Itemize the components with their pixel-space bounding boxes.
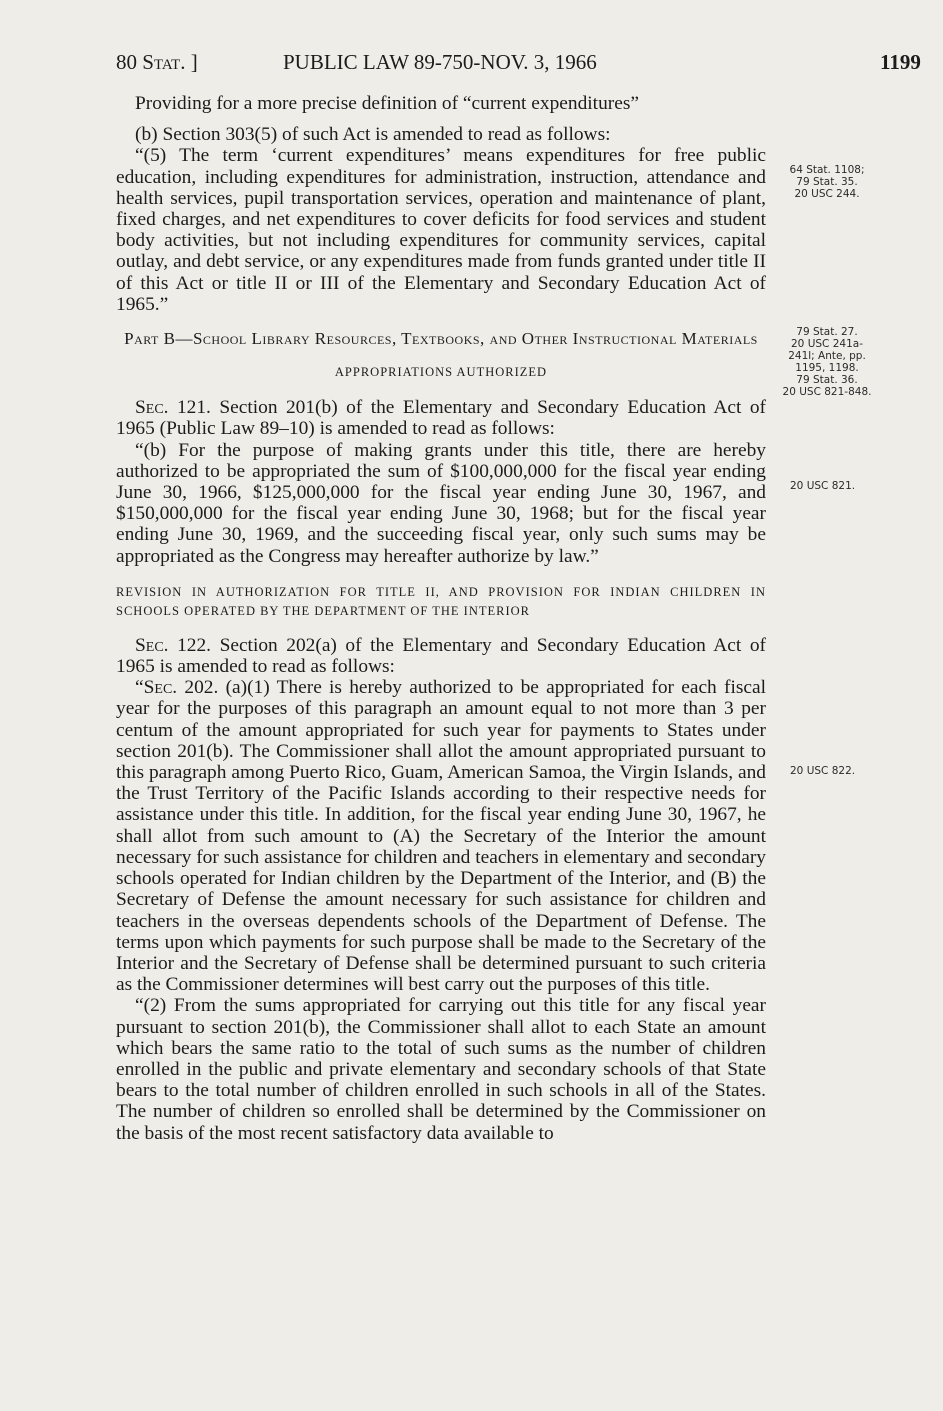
section-text: Section 202(a) of the Elementary and Secondary Education Act of 1965 is amended to read as follows: <box>116 634 766 678</box>
paragraph: (b) Section 303(5) of such Act is amended to read as follows: <box>135 124 611 146</box>
running-header <box>0 50 943 80</box>
margin-note <box>790 765 943 777</box>
page-number: 1199 <box>880 50 921 74</box>
section-label: Sec. 122. <box>135 634 212 656</box>
section-paragraph <box>116 635 766 677</box>
section-text: (a)(1) There is hereby authorized to be appropriated for each fiscal year for the purposes of this paragraph an amount equal to not more than 3 per centum of the amount appropriated for such year for payments to States under section 201(b). The Commissioner shall allot the amount appropriated pursuant to this paragraph among Puerto Rico, Guam, American Samoa, the Virgin Islands, and the Trust Territory of the Pacific Islands according to their respective needs for assistance under this title. In addition, for the fiscal year ending June 30, 1967, he shall allot from such amount to (A) the Secretary of the Interior the amount necessary for such assistance for children and teachers in elementary and secondary schools operated for Indian children by the Department of the Interior, and (B) the Secretary of Defense the amount necessary for such assistance for children and teachers in the overseas dependents schools of the Department of Defense. The terms upon which payments for such purpose shall be made to the Secretary of the Interior and the Secretary of Defense shall be determined pursuant to such criteria as the Commissioner determines will best carry out the purposes of this title. <box>116 677 766 996</box>
margin-note-line: 79 Stat. 27. <box>796 326 858 338</box>
section-text: Section 201(b) of the Elementary and Secondary Education Act of 1965 (Public Law 89–10) is amended to read as follows: <box>116 397 766 440</box>
paragraph: “(5) The term ‘current expenditures’ means expenditures for free public education, including expenditures for administration, instruction, attendance and health services, pupil transportation services, operation and maintenance of plant, fixed charges, and net expenditures to cover deficits for food services and student body activities, but not including expenditures for community services, capital outlay, and debt service, or any expenditures made from funds granted under title II of this Act or title II or III of the Elementary and Secondary Education Act of 1965.” <box>116 145 766 315</box>
paragraph: “(b) For the purpose of making grants under this title, there are hereby authorized to be appropriated the sum of $100,000,000 for the fiscal year ending June 30, 1966, $125,000,000 for the fiscal year ending June 30, 1967, and $150,000,000 for the fiscal year ending June 30, 1968; but for the fiscal year ending June 30, 1969, and the succeeding fiscal year, only such sums may be appropriated as the Congress may hereafter authorize by law.” <box>116 439 766 567</box>
margin-note-line: 20 USC 241a- <box>791 338 863 350</box>
margin-note-line: 20 USC 244. <box>794 188 860 200</box>
statute-reference: 80 Stat. ] <box>116 50 198 74</box>
margin-note-line: 79 Stat. 36. <box>796 374 858 386</box>
margin-note-line: 79 Stat. 35. <box>796 176 858 188</box>
margin-note <box>772 326 882 398</box>
margin-note-line: 20 USC 822. <box>790 765 856 777</box>
margin-note-line: 1195, 1198. <box>795 362 859 374</box>
paragraph: “(2) From the sums appropriated for carrying out this title for any fiscal year pursuant to section 201(b), the Commissioner shall allot to each State an amount which bears the same ratio to the total of such sums as the number of children enrolled in the public and private elementary and secondary schools of that State bears to the total number of children enrolled in such schools in all of the States. The number of children so enrolled shall be determined by the Commissioner on the basis of the most recent satisfactory data available to <box>116 995 766 1144</box>
margin-note <box>772 164 882 200</box>
subheading: APPROPRIATIONS AUTHORIZED <box>334 365 548 380</box>
section-title: Providing for a more precise definition of “current expenditures” <box>135 93 639 114</box>
margin-note <box>790 480 943 492</box>
margin-note-line: 20 USC 821-848. <box>782 386 872 398</box>
margin-note-line: 20 USC 821. <box>790 480 856 492</box>
margin-note-line: 64 Stat. 1108; <box>789 164 865 176</box>
section-paragraph <box>116 397 766 439</box>
section-paragraph <box>116 677 766 995</box>
section-label: “Sec. 202. <box>135 677 219 699</box>
law-title: PUBLIC LAW 89-750-NOV. 3, 1966 <box>283 50 597 74</box>
section-label: Sec. 121. <box>135 397 211 419</box>
subheading: REVISION IN AUTHORIZATION FOR TITLE II, AND PROVISION FOR INDIAN CHILDREN IN SCHOOLS OPERATED BY THE DEPARTMENT OF THE INTERIOR <box>116 584 766 618</box>
part-heading: Part B—School Library Resources, Textbooks, and Other Instructional Materials <box>124 329 758 349</box>
main-text-column <box>116 93 766 1144</box>
margin-note-line: 241l; Ante, pp. <box>788 350 866 362</box>
